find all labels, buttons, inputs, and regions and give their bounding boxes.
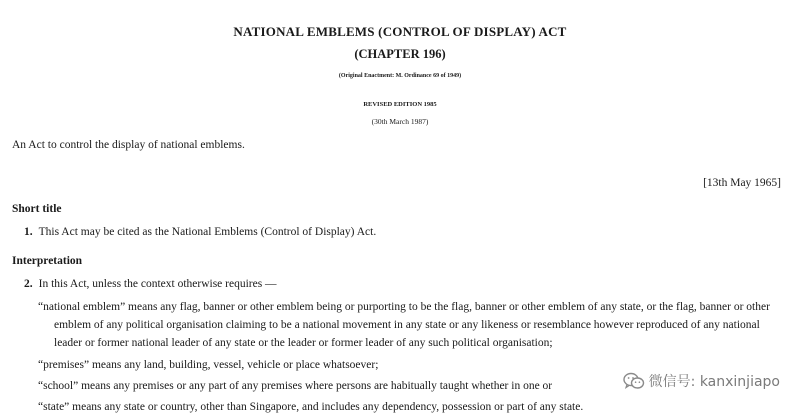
definition-line: leader or former national leader of any state or the leader or former leader of any such political organisation; xyxy=(54,337,553,349)
definition-state xyxy=(38,398,788,416)
definition-line: “national emblem” means any flag, banner or other emblem being or purporting to be the flag, banner or other emblem of any state, or the flag, banner or other xyxy=(38,301,770,313)
chapter-number: (CHAPTER 196) xyxy=(354,47,446,61)
section-1 xyxy=(24,226,376,238)
original-enactment: (Original Enactment: M. Ordinance 69 of 1949) xyxy=(338,73,462,79)
definition-line: emblem of any political organisation claiming to be a national movement in any state or any likeness or resemblance however reproduced of any national xyxy=(54,319,760,331)
wechat-watermark xyxy=(619,369,786,393)
revised-date: (30th March 1987) xyxy=(371,117,429,126)
act-title: NATIONAL EMBLEMS (CONTROL OF DISPLAY) ACT xyxy=(233,24,567,39)
section-number: 1. xyxy=(24,226,33,238)
section-heading-interpretation: Interpretation xyxy=(12,255,83,267)
watermark-text: 微信号: kanxinjiapo xyxy=(648,374,780,390)
section-2 xyxy=(24,278,277,290)
preamble: An Act to control the display of national emblems. xyxy=(12,139,245,151)
section-text: This Act may be cited as the National Emblems (Control of Display) Act. xyxy=(38,226,377,238)
section-number: 2. xyxy=(24,278,33,290)
section-text: In this Act, unless the context otherwise requires — xyxy=(38,278,277,290)
definition-line: “state” means any state or country, other than Singapore, and includes any dependency, possession or part of any state. xyxy=(38,401,584,413)
definition-line: “school” means any premises or any part of any premises where persons are habitually taught whether in one or xyxy=(38,380,553,392)
wechat-icon xyxy=(623,372,645,390)
revised-edition: REVISED EDITION 1985 xyxy=(363,101,437,108)
definition-national-emblem xyxy=(38,298,788,352)
commencement-date: [13th May 1965] xyxy=(703,177,781,189)
section-heading-short-title: Short title xyxy=(12,203,62,215)
definition-line: “premises” means any land, building, vessel, vehicle or place whatsoever; xyxy=(38,359,379,371)
